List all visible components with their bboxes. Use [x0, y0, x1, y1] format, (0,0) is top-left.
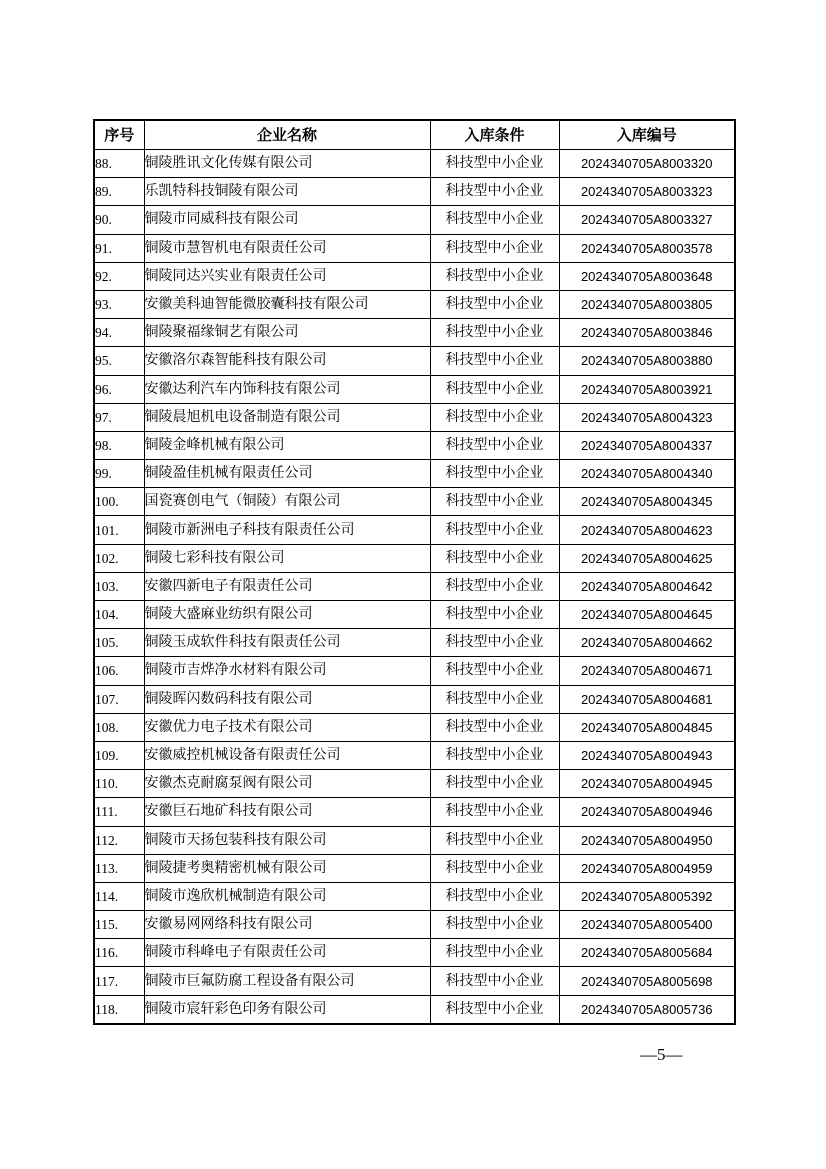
table-row: [94, 826, 735, 854]
table-row: [94, 572, 735, 600]
row-company-name: 安徽优力电子技术有限公司: [144, 713, 430, 741]
table-row: [94, 319, 735, 347]
row-condition: 科技型中小企业: [430, 347, 559, 375]
table-row: [94, 685, 735, 713]
table-row: [94, 234, 735, 262]
row-company-name: 铜陵市吉烨净水材料有限公司: [144, 657, 430, 685]
row-code: 2024340705A8004946: [559, 798, 735, 826]
row-code: 2024340705A8003846: [559, 319, 735, 347]
row-company-name: 铜陵聚福缘铜艺有限公司: [144, 319, 430, 347]
row-company-name: 安徽杰克耐腐泵阀有限公司: [144, 770, 430, 798]
row-condition: 科技型中小企业: [430, 403, 559, 431]
row-company-name: 国瓷赛创电气（铜陵）有限公司: [144, 488, 430, 516]
table-row: [94, 347, 735, 375]
row-code: 2024340705A8004340: [559, 460, 735, 488]
table-row: [94, 403, 735, 431]
row-code: 2024340705A8004945: [559, 770, 735, 798]
row-code: 2024340705A8004345: [559, 488, 735, 516]
row-condition: 科技型中小企业: [430, 854, 559, 882]
row-condition: 科技型中小企业: [430, 713, 559, 741]
row-condition: 科技型中小企业: [430, 770, 559, 798]
row-seq: 92.: [94, 262, 144, 290]
row-company-name: 铜陵市天扬包装科技有限公司: [144, 826, 430, 854]
table-row: [94, 967, 735, 995]
table-row: [94, 150, 735, 178]
table-row: [94, 544, 735, 572]
row-company-name: 铜陵晖闪数码科技有限公司: [144, 685, 430, 713]
row-code: 2024340705A8004323: [559, 403, 735, 431]
row-seq: 112.: [94, 826, 144, 854]
row-code: 2024340705A8003921: [559, 375, 735, 403]
row-condition: 科技型中小企业: [430, 826, 559, 854]
row-company-name: 安徽威控机械设备有限责任公司: [144, 741, 430, 769]
row-company-name: 安徽巨石地矿科技有限公司: [144, 798, 430, 826]
row-company-name: 铜陵市同威科技有限公司: [144, 206, 430, 234]
row-code: 2024340705A8003323: [559, 178, 735, 206]
row-code: 2024340705A8003805: [559, 290, 735, 318]
row-condition: 科技型中小企业: [430, 741, 559, 769]
row-company-name: 铜陵盈佳机械有限责任公司: [144, 460, 430, 488]
table-row: [94, 629, 735, 657]
row-seq: 118.: [94, 995, 144, 1024]
row-condition: 科技型中小企业: [430, 262, 559, 290]
row-seq: 90.: [94, 206, 144, 234]
row-seq: 109.: [94, 741, 144, 769]
table-row: [94, 460, 735, 488]
row-company-name: 铜陵玉成软件科技有限责任公司: [144, 629, 430, 657]
row-condition: 科技型中小企业: [430, 375, 559, 403]
row-company-name: 铜陵大盛麻业纺织有限公司: [144, 601, 430, 629]
header-seq: 序号: [94, 120, 144, 150]
row-condition: 科技型中小企业: [430, 544, 559, 572]
page-number: —5—: [640, 1045, 683, 1064]
row-company-name: 安徽易网网络科技有限公司: [144, 911, 430, 939]
header-condition: 入库条件: [430, 120, 559, 150]
row-seq: 96.: [94, 375, 144, 403]
row-company-name: 铜陵捷考奥精密机械有限公司: [144, 854, 430, 882]
row-code: 2024340705A8003648: [559, 262, 735, 290]
row-condition: 科技型中小企业: [430, 967, 559, 995]
row-seq: 103.: [94, 572, 144, 600]
row-code: 2024340705A8004662: [559, 629, 735, 657]
row-code: 2024340705A8003880: [559, 347, 735, 375]
row-company-name: 安徽洛尔森智能科技有限公司: [144, 347, 430, 375]
enterprise-table: [93, 119, 736, 1025]
row-seq: 93.: [94, 290, 144, 318]
row-seq: 116.: [94, 939, 144, 967]
table-row: [94, 713, 735, 741]
row-condition: 科技型中小企业: [430, 939, 559, 967]
table-row: [94, 770, 735, 798]
row-seq: 95.: [94, 347, 144, 375]
row-code: 2024340705A8003578: [559, 234, 735, 262]
table-row: [94, 798, 735, 826]
row-seq: 89.: [94, 178, 144, 206]
header-name: 企业名称: [144, 120, 430, 150]
row-code: 2024340705A8004337: [559, 431, 735, 459]
row-company-name: 铜陵同达兴实业有限责任公司: [144, 262, 430, 290]
row-company-name: 铜陵市逸欣机械制造有限公司: [144, 882, 430, 910]
table-row: [94, 854, 735, 882]
row-condition: 科技型中小企业: [430, 995, 559, 1024]
row-code: 2024340705A8004625: [559, 544, 735, 572]
row-company-name: 铜陵胜讯文化传媒有限公司: [144, 150, 430, 178]
table-row: [94, 375, 735, 403]
row-code: 2024340705A8004645: [559, 601, 735, 629]
row-company-name: 铜陵金峰机械有限公司: [144, 431, 430, 459]
row-seq: 111.: [94, 798, 144, 826]
row-seq: 97.: [94, 403, 144, 431]
row-company-name: 铜陵市科峰电子有限责任公司: [144, 939, 430, 967]
row-seq: 108.: [94, 713, 144, 741]
row-code: 2024340705A8004623: [559, 516, 735, 544]
row-company-name: 安徽美科迪智能微胶囊科技有限公司: [144, 290, 430, 318]
row-code: 2024340705A8005736: [559, 995, 735, 1024]
row-condition: 科技型中小企业: [430, 431, 559, 459]
row-seq: 102.: [94, 544, 144, 572]
row-company-name: 安徽四新电子有限责任公司: [144, 572, 430, 600]
row-code: 2024340705A8004681: [559, 685, 735, 713]
row-company-name: 安徽达利汽车内饰科技有限公司: [144, 375, 430, 403]
row-company-name: 乐凯特科技铜陵有限公司: [144, 178, 430, 206]
row-condition: 科技型中小企业: [430, 601, 559, 629]
row-seq: 99.: [94, 460, 144, 488]
row-seq: 114.: [94, 882, 144, 910]
row-condition: 科技型中小企业: [430, 234, 559, 262]
row-condition: 科技型中小企业: [430, 178, 559, 206]
table-row: [94, 741, 735, 769]
row-condition: 科技型中小企业: [430, 488, 559, 516]
row-company-name: 铜陵七彩科技有限公司: [144, 544, 430, 572]
row-seq: 88.: [94, 150, 144, 178]
table-row: [94, 206, 735, 234]
row-company-name: 铜陵晨旭机电设备制造有限公司: [144, 403, 430, 431]
row-condition: 科技型中小企业: [430, 516, 559, 544]
table-row: [94, 601, 735, 629]
row-seq: 105.: [94, 629, 144, 657]
table-row: [94, 657, 735, 685]
table-row: [94, 911, 735, 939]
row-condition: 科技型中小企业: [430, 685, 559, 713]
row-company-name: 铜陵市新洲电子科技有限责任公司: [144, 516, 430, 544]
row-code: 2024340705A8004642: [559, 572, 735, 600]
table-header-row: [94, 120, 735, 150]
row-condition: 科技型中小企业: [430, 319, 559, 347]
row-seq: 98.: [94, 431, 144, 459]
row-condition: 科技型中小企业: [430, 290, 559, 318]
row-condition: 科技型中小企业: [430, 572, 559, 600]
row-code: 2024340705A8003320: [559, 150, 735, 178]
table-row: [94, 262, 735, 290]
row-code: 2024340705A8004845: [559, 713, 735, 741]
row-seq: 117.: [94, 967, 144, 995]
row-seq: 104.: [94, 601, 144, 629]
row-condition: 科技型中小企业: [430, 798, 559, 826]
row-code: 2024340705A8004950: [559, 826, 735, 854]
row-code: 2024340705A8005392: [559, 882, 735, 910]
row-seq: 113.: [94, 854, 144, 882]
row-company-name: 铜陵市慧智机电有限责任公司: [144, 234, 430, 262]
header-code: 入库编号: [559, 120, 735, 150]
row-seq: 91.: [94, 234, 144, 262]
row-code: 2024340705A8004959: [559, 854, 735, 882]
row-company-name: 铜陵市宸轩彩色印务有限公司: [144, 995, 430, 1024]
row-code: 2024340705A8004943: [559, 741, 735, 769]
row-condition: 科技型中小企业: [430, 629, 559, 657]
row-code: 2024340705A8005698: [559, 967, 735, 995]
table-row: [94, 882, 735, 910]
row-code: 2024340705A8004671: [559, 657, 735, 685]
row-seq: 100.: [94, 488, 144, 516]
table-row: [94, 178, 735, 206]
row-seq: 115.: [94, 911, 144, 939]
row-code: 2024340705A8005684: [559, 939, 735, 967]
row-seq: 101.: [94, 516, 144, 544]
row-code: 2024340705A8005400: [559, 911, 735, 939]
table-row: [94, 488, 735, 516]
table-row: [94, 431, 735, 459]
row-condition: 科技型中小企业: [430, 460, 559, 488]
row-condition: 科技型中小企业: [430, 882, 559, 910]
row-seq: 110.: [94, 770, 144, 798]
row-company-name: 铜陵市巨氟防腐工程设备有限公司: [144, 967, 430, 995]
row-seq: 94.: [94, 319, 144, 347]
table-row: [94, 939, 735, 967]
table-row: [94, 516, 735, 544]
row-condition: 科技型中小企业: [430, 911, 559, 939]
row-code: 2024340705A8003327: [559, 206, 735, 234]
table-row: [94, 290, 735, 318]
row-seq: 106.: [94, 657, 144, 685]
row-condition: 科技型中小企业: [430, 206, 559, 234]
row-seq: 107.: [94, 685, 144, 713]
table-row: [94, 995, 735, 1024]
row-condition: 科技型中小企业: [430, 150, 559, 178]
row-condition: 科技型中小企业: [430, 657, 559, 685]
table-body: [94, 150, 735, 1024]
